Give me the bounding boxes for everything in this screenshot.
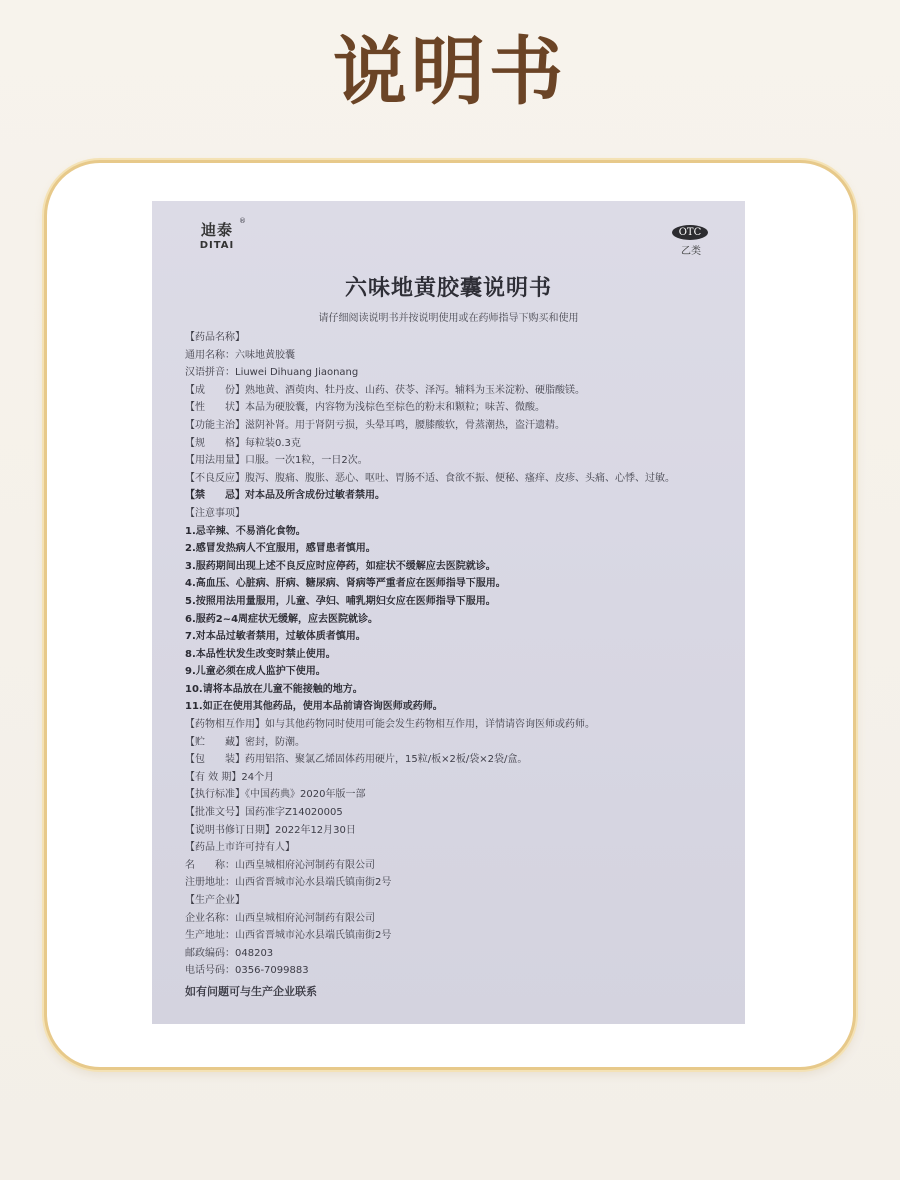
text-line: 4.高血压、心脏病、肝病、糖尿病、肾病等严重者应在医师指导下服用。: [185, 578, 506, 590]
text-line: 【说明书修订日期】2022年12月30日: [185, 824, 356, 836]
leaflet-subtitle: 请仔细阅读说明书并按说明使用或在药师指导下购买和使用: [318, 313, 579, 324]
page-title: 说明书: [333, 29, 567, 115]
text-line: 【包 装】药用铝箔、聚氯乙烯固体药用硬片，15粒/板×2板/袋×2袋/盒。: [185, 754, 528, 766]
text-line: 【不良反应】腹泻、腹痛、腹胀、恶心、呕吐、胃肠不适、食欲不振、便秘、瘙痒、皮疹、头痛、心悸、过敏。: [185, 472, 675, 484]
text-line: 5.按照用法用量服用，儿童、孕妇、哺乳期妇女应在医师指导下服用。: [185, 595, 496, 607]
instruction-leaflet: [152, 201, 745, 1024]
text-line: 企业名称：山西皇城相府沁河制药有限公司: [185, 912, 375, 924]
text-line: 汉语拼音：Liuwei Dihuang Jiaonang: [185, 367, 359, 379]
otc-class-label: 乙类: [681, 246, 701, 257]
text-line: 生产地址：山西省晋城市沁水县端氏镇南街2号: [185, 930, 392, 942]
text-line: 3.服药期间出现上述不良反应时应停药，如症状不缓解应去医院就诊。: [185, 560, 496, 572]
leaflet-body: [185, 329, 725, 1001]
text-line: 注册地址：山西省晋城市沁水县端氏镇南街2号: [185, 877, 392, 889]
text-line: 2.感冒发热病人不宜服用，感冒患者慎用。: [185, 543, 376, 555]
leaflet-title: 六味地黄胶囊说明书: [344, 276, 552, 301]
text-line: 7.对本品过敏者禁用，过敏体质者慎用。: [185, 631, 366, 643]
text-line: 10.请将本品放在儿童不能接触的地方。: [185, 683, 363, 695]
text-line: 11.如正在使用其他药品，使用本品前请咨询医师或药师。: [185, 701, 443, 713]
text-line: 【性 状】本品为硬胶囊，内容物为浅棕色至棕色的粉末和颗粒；味苦、微酸。: [185, 402, 545, 414]
text-line: 【药品上市许可持有人】: [185, 842, 295, 854]
registered-mark: ®: [239, 217, 246, 225]
text-line: 【药品名称】: [185, 332, 245, 343]
text-line: 【规 格】每粒装0.3克: [185, 437, 301, 449]
text-line: 【生产企业】: [185, 895, 245, 906]
text-line: 6.服药2~4周症状无缓解，应去医院就诊。: [185, 613, 379, 625]
text-line: 通用名称：六味地黄胶囊: [185, 349, 295, 361]
contact-note: 如有问题可与生产企业联系: [185, 984, 317, 998]
otc-badge: OTC: [672, 225, 708, 240]
brand-logo: [192, 217, 246, 251]
text-line: 名 称：山西皇城相府沁河制药有限公司: [185, 859, 375, 871]
text-line: 【药物相互作用】如与其他药物同时使用可能会发生药物相互作用，详情请咨询医师或药师。: [185, 719, 595, 731]
brand-name-en: DITAI: [199, 240, 235, 251]
text-line: 【功能主治】滋阴补肾。用于肾阴亏损，头晕耳鸣，腰膝酸软，骨蒸潮热，盗汗遗精。: [185, 419, 565, 431]
text-line: 【禁 忌】对本品及所含成份过敏者禁用。: [185, 490, 385, 502]
text-line: 【执行标准】《中国药典》2020年版一部: [185, 789, 366, 801]
text-line: 9.儿童必须在成人监护下使用。: [185, 666, 326, 678]
text-line: 【批准文号】国药准字Z14020005: [185, 807, 343, 819]
text-line: 8.本品性状发生改变时禁止使用。: [185, 648, 336, 660]
text-line: 【用法用量】口服。一次1粒，一日2次。: [185, 455, 368, 467]
text-line: 【贮 藏】密封，防潮。: [185, 736, 305, 748]
text-line: 【注意事项】: [185, 507, 245, 519]
text-line: 邮政编码：048203: [185, 947, 274, 959]
text-line: 【成 份】熟地黄、酒萸肉、牡丹皮、山药、茯苓、泽泻。辅料为玉米淀粉、硬脂酸镁。: [185, 384, 585, 396]
text-line: 【有 效 期】24个月: [185, 771, 275, 783]
text-line: 电话号码：0356-7099883: [185, 965, 309, 977]
text-line: 1.忌辛辣、不易消化食物。: [185, 525, 306, 537]
brand-name-cn: 迪泰: [200, 221, 233, 239]
